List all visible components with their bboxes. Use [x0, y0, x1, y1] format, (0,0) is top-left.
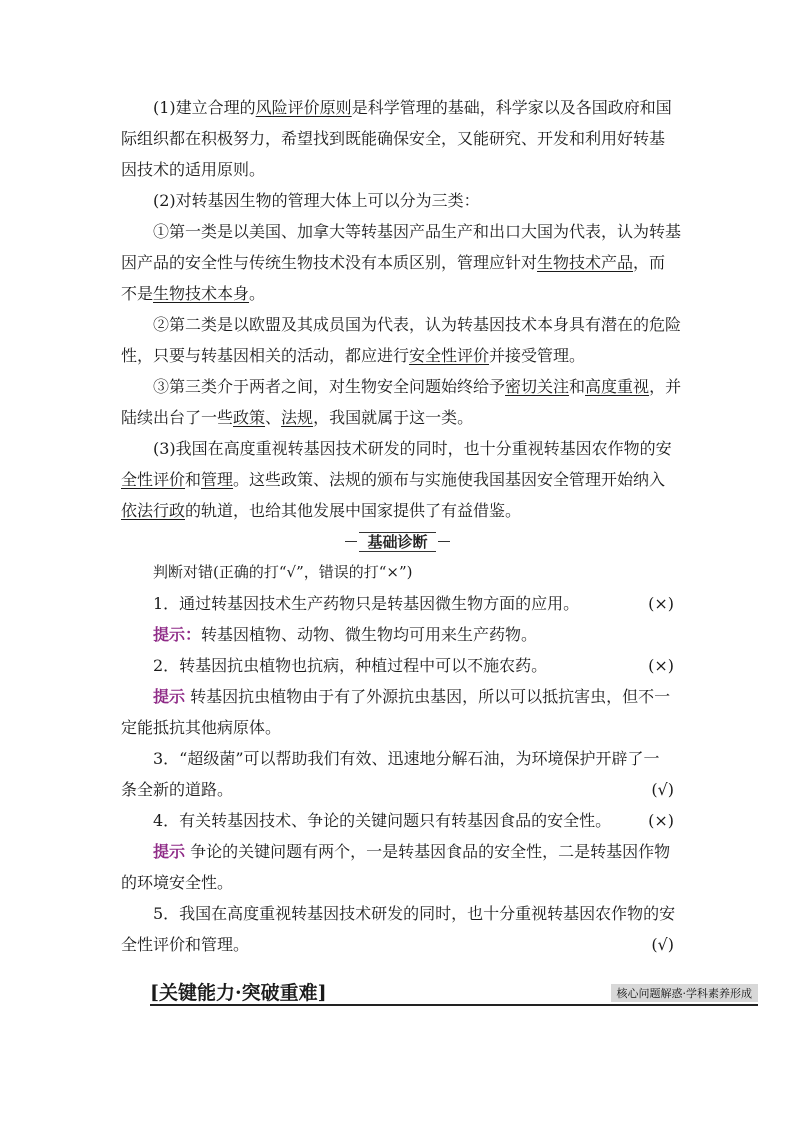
text-segment: ①第一类是以美国、加拿大等转基因产品生产和出口大国为代表，认为转基 — [153, 222, 682, 241]
answer-mark: (×) — [648, 811, 674, 830]
text-segment: 因技术的适用原则。 — [121, 160, 266, 179]
text-segment: ，并 — [649, 377, 682, 396]
hint-label: 提示 — [153, 842, 186, 861]
text-line — [121, 154, 674, 185]
text-line — [121, 123, 674, 154]
underlined-term: 生物技术产品 — [537, 253, 634, 272]
text-segment: ，我国就属于这一类。 — [313, 408, 474, 427]
text-segment: (2)对转基因生物的管理大体上可以分为三类： — [153, 191, 480, 210]
text-segment: 定能抵抗其他病原体。 — [121, 718, 282, 737]
text-segment: (1)建立合理的 — [153, 98, 256, 117]
underlined-term: 依法行政 — [121, 501, 186, 520]
text-segment: 转基因植物、动物、微生物均可用来生产药物。 — [201, 625, 538, 644]
text-segment: 。这些政策、法规的颁布与实施使我国基因安全管理开始纳入 — [233, 470, 666, 489]
text-line — [121, 805, 674, 836]
underlined-term: 生物技术本身 — [153, 284, 250, 303]
text-line — [121, 278, 674, 309]
text-segment: 因产品的安全性与传统生物技术没有本质区别，管理应针对 — [121, 253, 538, 272]
banner-row — [121, 526, 674, 557]
text-segment: 转基因抗虫植物由于有了外源抗虫基因，所以可以抵抗害虫，但不一 — [185, 687, 671, 706]
text-line — [121, 650, 674, 681]
answer-mark: (√) — [651, 935, 674, 954]
underlined-term: 密切关注 — [505, 377, 570, 396]
text-segment: 的轨道，也给其他发展中国家提供了有益借鉴。 — [185, 501, 522, 520]
text-line — [121, 92, 674, 123]
text-line — [121, 743, 674, 774]
section-tag: 核心问题解惑·学科素养形成 — [611, 984, 759, 1002]
text-segment: 和 — [185, 470, 202, 489]
section-banner: 基础诊断 — [359, 532, 435, 552]
text-segment: 条全新的道路。 — [121, 780, 234, 799]
text-line — [121, 495, 674, 526]
text-segment: 2．转基因抗虫植物也抗病，种植过程中可以不施农药。 — [153, 656, 548, 675]
underlined-term: 全性评价 — [121, 470, 186, 489]
text-line — [121, 464, 674, 495]
hint-label: 提示 — [153, 687, 186, 706]
text-segment: ③第三类介于两者之间，对生物安全问题始终给予 — [153, 377, 506, 396]
section-title: [关键能力·突破重难] — [150, 982, 327, 1004]
text-line — [121, 619, 674, 650]
text-line — [121, 433, 674, 464]
text-segment: ，而 — [633, 253, 666, 272]
underlined-term: 高度重视 — [585, 377, 650, 396]
text-segment: 是科学管理的基础，科学家以及各国政府和国 — [351, 98, 672, 117]
text-segment: 际组织都在积极努力，希望找到既能确保安全，又能研究、开发和利用好转基 — [121, 129, 666, 148]
section-footer — [150, 976, 758, 1006]
text-line — [121, 557, 674, 588]
text-segment: 、 — [265, 408, 282, 427]
underlined-term: 政策 — [233, 408, 266, 427]
answer-mark: (×) — [648, 594, 674, 613]
text-line — [121, 216, 682, 247]
answer-mark: (×) — [648, 656, 674, 675]
underlined-term: 法规 — [281, 408, 314, 427]
text-segment: 争论的关键问题有两个，一是转基因食品的安全性，二是转基因作物 — [185, 842, 671, 861]
hint-label: 提示： — [153, 625, 202, 644]
text-line — [121, 867, 674, 898]
text-line — [121, 898, 674, 929]
text-segment: 不是 — [121, 284, 154, 303]
text-segment: 全性评价和管理。 — [121, 935, 250, 954]
text-line — [121, 712, 674, 743]
text-line — [121, 247, 674, 278]
text-line — [121, 371, 682, 402]
text-segment: 。 — [249, 284, 266, 303]
text-line — [121, 681, 674, 712]
text-line — [121, 588, 674, 619]
text-line — [121, 402, 674, 433]
text-segment: 3．“超级菌”可以帮助我们有效、迅速地分解石油，为环境保护开辟了一 — [153, 749, 660, 768]
text-segment: 陆续出台了一些 — [121, 408, 234, 427]
text-segment: (3)我国在高度重视转基因技术研发的同时，也十分重视转基因农作物的安 — [153, 439, 672, 458]
text-line — [121, 929, 674, 960]
text-line — [121, 774, 674, 805]
document-body — [121, 92, 682, 960]
underlined-term: 管理 — [201, 470, 234, 489]
text-segment: 1．通过转基因技术生产药物只是转基因微生物方面的应用。 — [153, 594, 580, 613]
text-segment: 性，只要与转基因相关的活动，都应进行 — [121, 346, 410, 365]
text-segment: 4．有关转基因技术、争论的关键问题只有转基因食品的安全性。 — [153, 811, 612, 830]
text-line — [121, 309, 682, 340]
text-segment: ②第二类是以欧盟及其成员国为代表，认为转基因技术本身具有潜在的危险 — [153, 315, 682, 334]
text-segment: 5．我国在高度重视转基因技术研发的同时，也十分重视转基因农作物的安 — [153, 904, 676, 923]
answer-mark: (√) — [651, 780, 674, 799]
text-segment: 并接受管理。 — [489, 346, 586, 365]
text-line — [121, 185, 674, 216]
text-segment: 判断对错(正确的打“√”，错误的打“×”) — [153, 563, 413, 581]
text-line — [121, 340, 674, 371]
underlined-term: 风险评价原则 — [255, 98, 352, 117]
text-line — [121, 836, 674, 867]
text-segment: 和 — [569, 377, 586, 396]
underlined-term: 安全性评价 — [409, 346, 490, 365]
text-segment: 的环境安全性。 — [121, 873, 234, 892]
